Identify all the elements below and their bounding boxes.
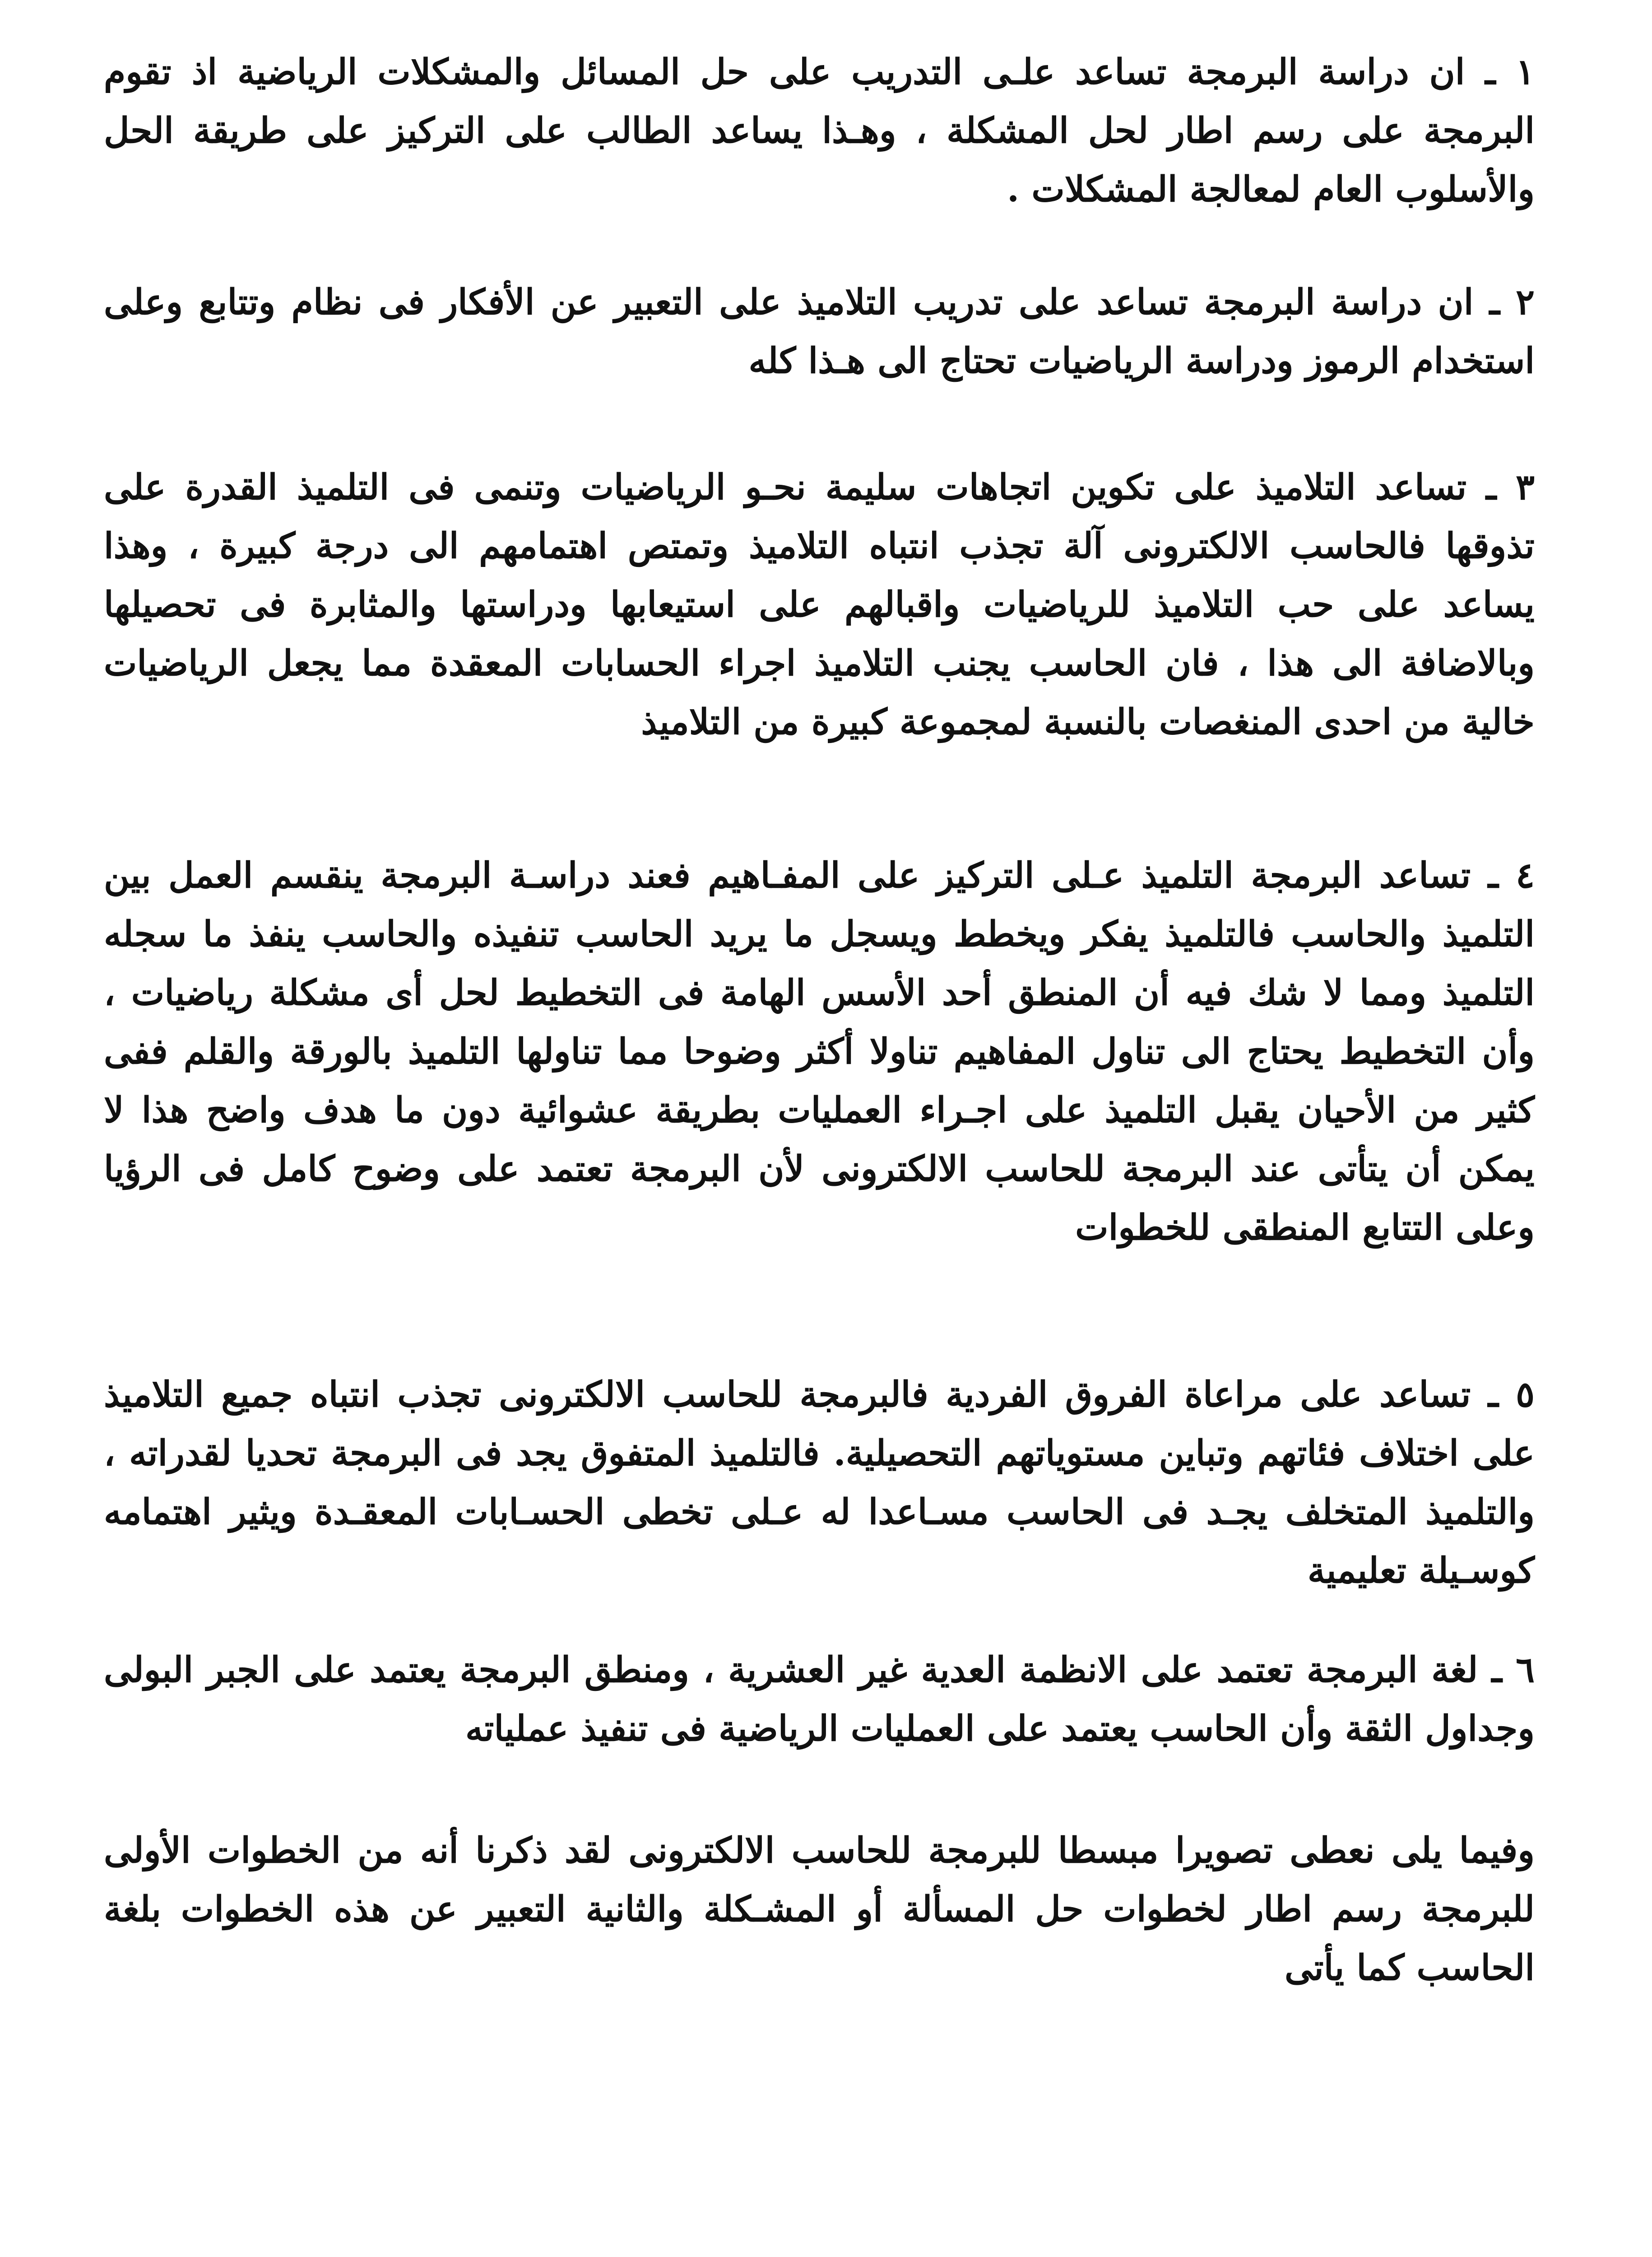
paragraph-4: ٤ ـ تساعد البرمجة التلميذ عـلى التركيز على المفـاهيم فعند دراسـة البرمجة ينقسم العمل بين التلميذ والحاسب فالتلميذ يفكر ويخطط ويسجل ما يريد الحاسب تنفيذه والحاسب ينفذ ما سجله التلميذ ومما لا شك فيه أن المنطق أحد الأسس الهامة فى التخطيط لحل أى مشكلة رياضيات ، وأن التخطيط يحتاج الى تناول المفاهيم تناولا أكثر وضوحا مما تناولها التلميذ بالورقة والقلم ففى كثير من الأحيان يقبل التلميذ على اجـراء العمليات بطريقة عشوائية دون ما هدف واضح هذا لا يمكن أن يتأتى عند البرمجة للحاسب الالكترونى لأن البرمجة تعتمد على وضوح كامل فى الرؤيا وعلى التتابع المنطقى للخطوات	[104, 855, 1535, 1248]
paragraph-6: ٦ ـ لغة البرمجة تعتمد على الانظمة العدية غير العشرية ، ومنطق البرمجة يعتمد على الجبر البولى وجداول الثقة وأن الحاسب يعتمد على العمليات الرياضية فى تنفيذ عملياته	[104, 1649, 1535, 1749]
paragraph-3: ٣ ـ تساعد التلاميذ على تكوين اتجاهات سليمة نحـو الرياضيات وتنمى فى التلميذ القدرة على تذوقها فالحاسب الالكترونى آلة تجذب انتباه التلاميذ وتمتص اهتمامهم الى درجة كبيرة ، وهذا يساعد على حب التلاميذ للرياضيات واقبالهم على استيعابها ودراستها والمثابرة فى تحصيلها وبالاضافة الى هذا ، فان الحاسب يجنب التلاميذ اجراء الحسابات المعقدة مما يجعل الرياضيات خالية من احدى المنغصات بالنسبة لمجموعة كبيرة من التلاميذ	[104, 467, 1535, 743]
page-body	[104, 43, 1535, 2257]
paragraph-1: ١ ـ ان دراسة البرمجة تساعد علـى التدريب على حل المسائل والمشكلات الرياضية اذ تقوم البرمجة على رسم اطار لحل المشكلة ، وهـذا يساعد الطالب على التركيز على طريقة الحل والأسلوب العام لمعالجة المشكلات .	[104, 51, 1535, 210]
paragraph-7: وفيما يلى نعطى تصويرا مبسطا للبرمجة للحاسب الالكترونى لقد ذكرنا أنه من الخطوات الأولى للبرمجة رسم اطار لخطوات حل المسألة أو المشـكلة والثانية التعبير عن هذه الخطوات بلغة الحاسب كما يأتى	[104, 1830, 1535, 1988]
paragraph-5: ٥ ـ تساعد على مراعاة الفروق الفردية فالبرمجة للحاسب الالكترونى تجذب انتباه جميع التلاميذ على اختلاف فئاتهم وتباين مستوياتهم التحصيلية. فالتلميذ المتفوق يجد فى البرمجة تحديا لقدراته ، والتلميذ المتخلف يجـد فى الحاسب مسـاعدا له عـلى تخطى الحسـابات المعقـدة ويثير اهتمامه كوسـيلة تعليمية	[104, 1374, 1535, 1591]
paragraph-2: ٢ ـ ان دراسة البرمجة تساعد على تدريب التلاميذ على التعبير عن الأفكار فى نظام وتتابع وعلى استخدام الرموز ودراسة الرياضيات تحتاج الى هـذا كله	[104, 282, 1535, 381]
